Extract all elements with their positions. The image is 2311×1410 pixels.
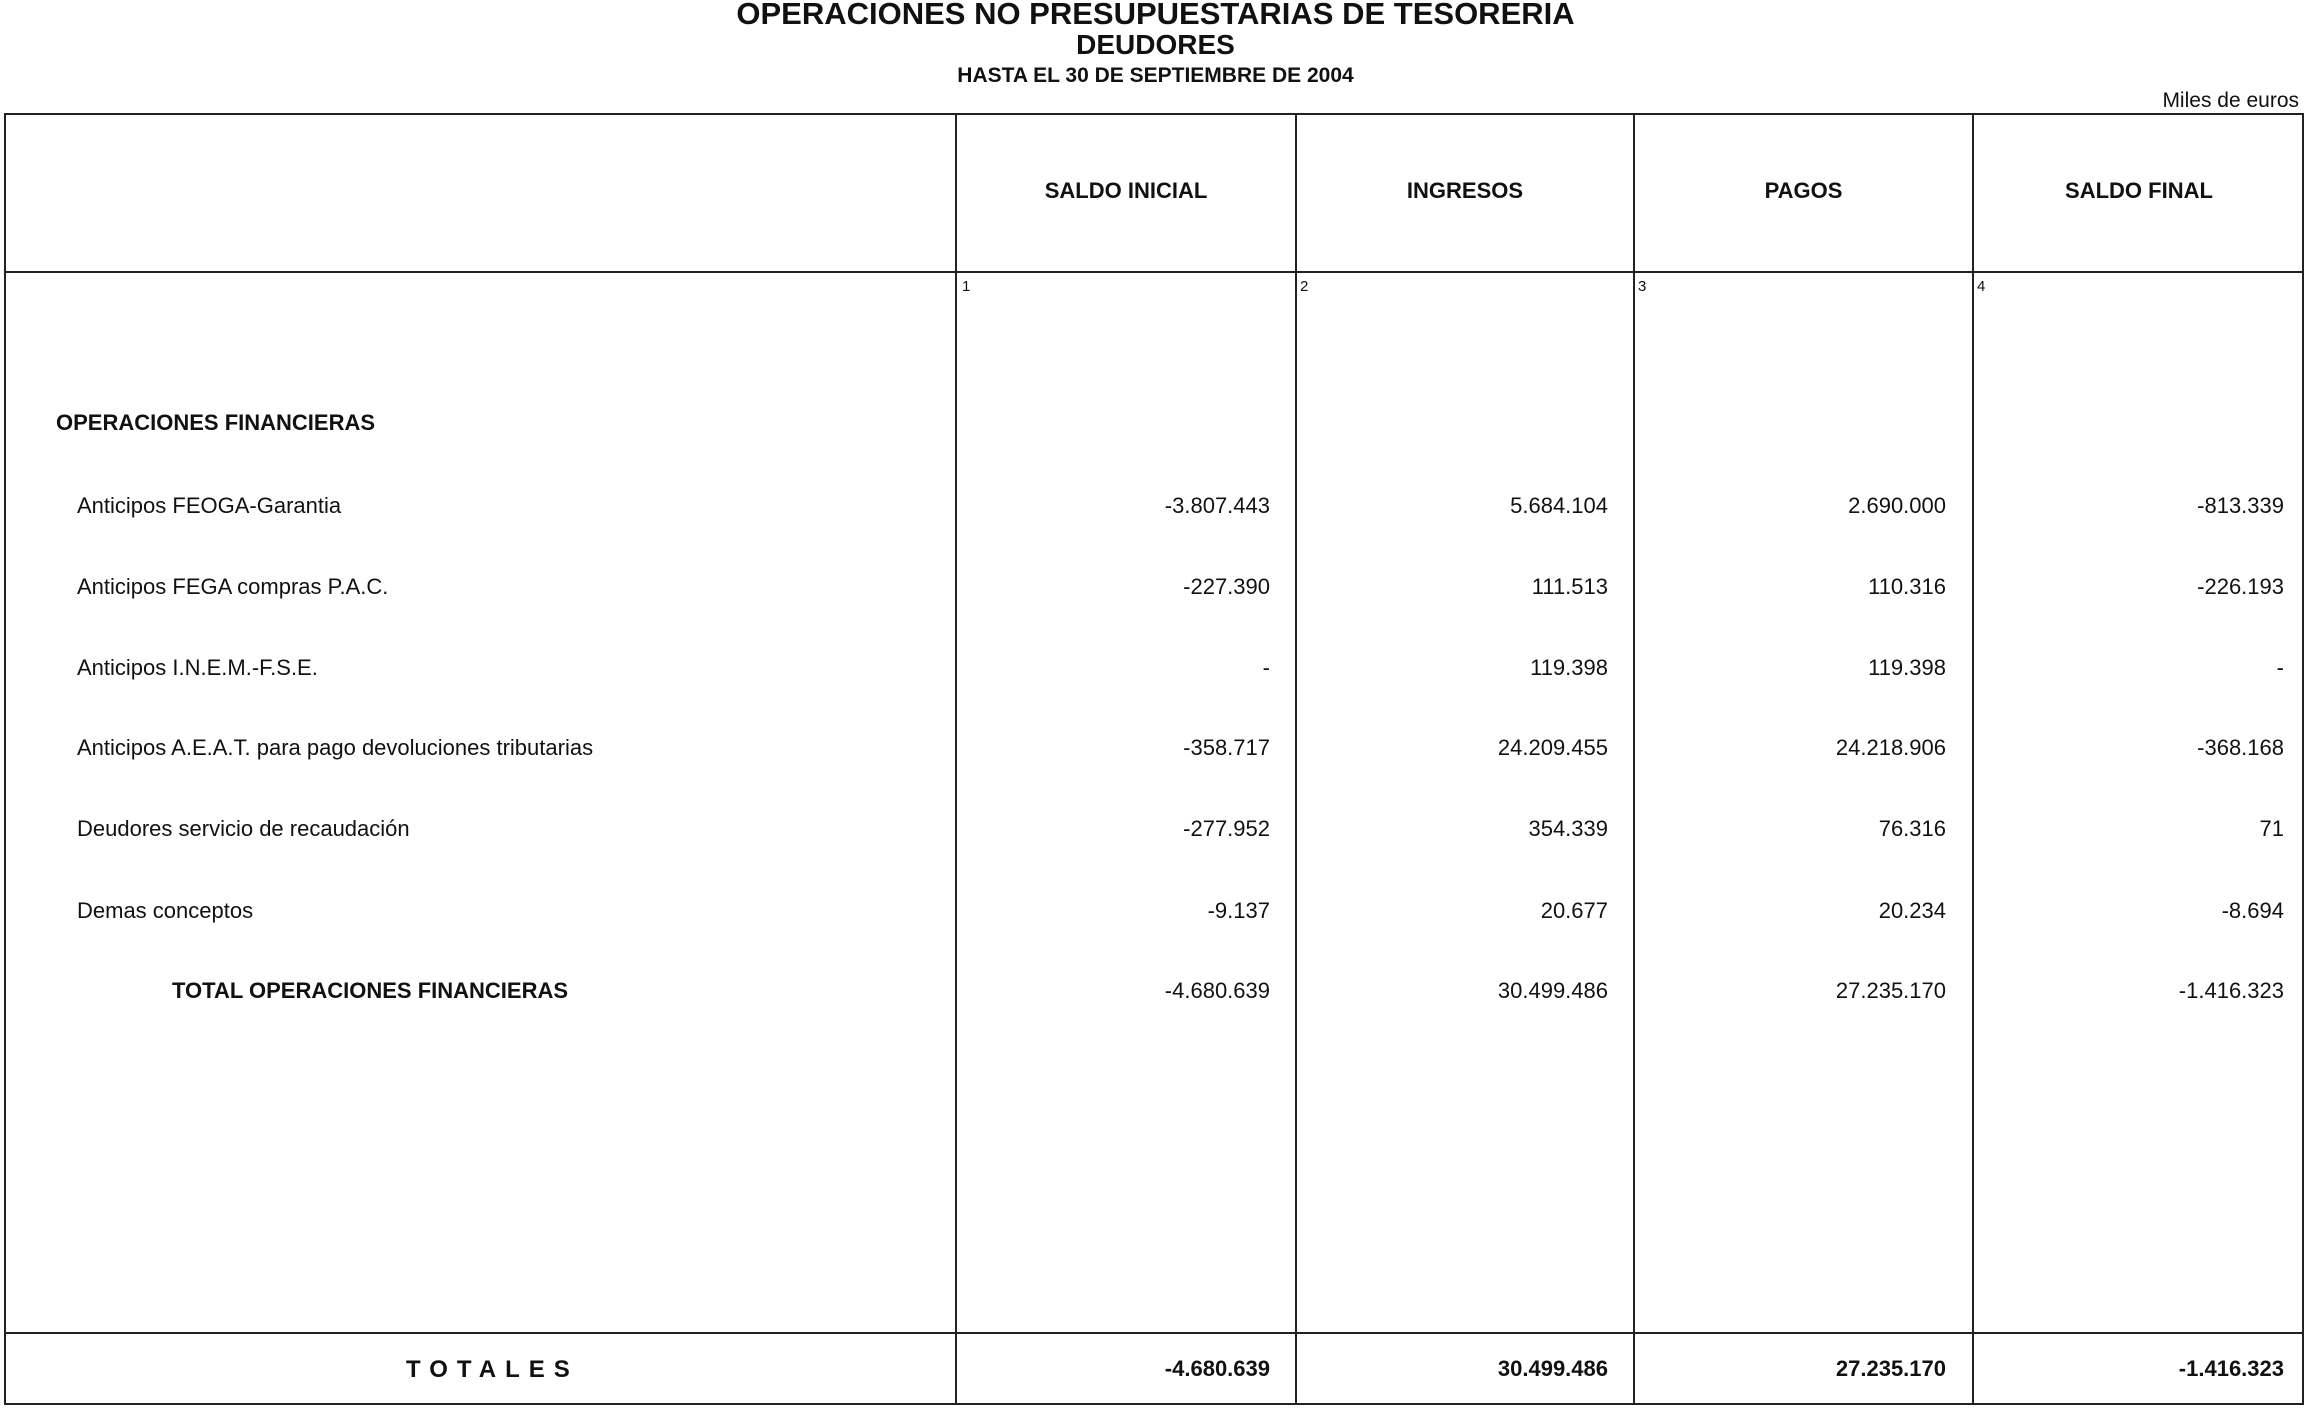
total-ingresos: 30.499.486 bbox=[1497, 1356, 1608, 1381]
report-title: OPERACIONES NO PRESUPUESTARIAS DE TESORERIA bbox=[736, 0, 1575, 31]
table-row bbox=[0, 898, 2311, 928]
cell-pagos: 24.218.906 bbox=[1835, 735, 1946, 760]
report-subtitle: DEUDORES bbox=[1076, 29, 1235, 60]
row-label: Anticipos A.E.A.T. para pago devoluciones tributarias bbox=[77, 735, 594, 760]
cell-saldo-inicial: -358.717 bbox=[1183, 735, 1270, 760]
cell-ingresos: 30.499.486 bbox=[1497, 978, 1608, 1003]
totals-divider bbox=[4, 1332, 2304, 1334]
cell-saldo-final: 71 bbox=[2259, 816, 2284, 841]
column-number: 4 bbox=[1977, 278, 1986, 295]
header-divider bbox=[4, 271, 2304, 273]
cell-pagos: 119.398 bbox=[1868, 655, 1946, 680]
cell-saldo-final: -226.193 bbox=[2197, 574, 2284, 599]
column-header-saldo-final: SALDO FINAL bbox=[2065, 178, 2213, 203]
table-row bbox=[0, 816, 2311, 846]
cell-saldo-inicial: -3.807.443 bbox=[1164, 493, 1270, 518]
row-label: Deudores servicio de recaudación bbox=[77, 816, 410, 841]
cell-pagos: 2.690.000 bbox=[1848, 493, 1946, 518]
cell-ingresos: 354.339 bbox=[1528, 816, 1608, 841]
row-label: Demas conceptos bbox=[77, 898, 254, 923]
table-row bbox=[0, 655, 2311, 685]
cell-saldo-inicial: -4.680.639 bbox=[1164, 978, 1270, 1003]
section-heading: OPERACIONES FINANCIERAS bbox=[56, 410, 376, 435]
column-header-pagos: PAGOS bbox=[1764, 178, 1843, 203]
column-number: 1 bbox=[962, 278, 971, 295]
cell-saldo-final: -8.694 bbox=[2221, 898, 2284, 923]
table-row bbox=[0, 574, 2311, 604]
column-number: 2 bbox=[1300, 278, 1309, 295]
totals-label: TOTALES bbox=[406, 1356, 579, 1383]
total-saldo-final: -1.416.323 bbox=[2178, 1356, 2284, 1381]
cell-saldo-final: -1.416.323 bbox=[2178, 978, 2284, 1003]
total-pagos: 27.235.170 bbox=[1835, 1356, 1946, 1381]
subtotal-label: TOTAL OPERACIONES FINANCIERAS bbox=[172, 978, 569, 1003]
row-label: Anticipos I.N.E.M.-F.S.E. bbox=[77, 655, 318, 680]
cell-ingresos: 5.684.104 bbox=[1510, 493, 1608, 518]
column-number: 3 bbox=[1638, 278, 1647, 295]
cell-saldo-inicial: -9.137 bbox=[1207, 898, 1270, 923]
total-saldo-inicial: -4.680.639 bbox=[1164, 1356, 1270, 1381]
row-label: Anticipos FEGA compras P.A.C. bbox=[77, 574, 389, 599]
row-label: Anticipos FEOGA-Garantia bbox=[77, 493, 342, 518]
units-label: Miles de euros bbox=[2162, 89, 2299, 112]
cell-saldo-final: -368.168 bbox=[2197, 735, 2284, 760]
subtotal-row bbox=[0, 978, 2311, 1008]
column-header-ingresos: INGRESOS bbox=[1406, 178, 1524, 203]
cell-pagos: 110.316 bbox=[1868, 574, 1946, 599]
cell-saldo-inicial: -277.952 bbox=[1183, 816, 1270, 841]
cell-pagos: 20.234 bbox=[1878, 898, 1946, 923]
cell-pagos: 76.316 bbox=[1878, 816, 1946, 841]
cell-saldo-final: - bbox=[2276, 655, 2284, 680]
column-header-saldo-inicial: SALDO INICIAL bbox=[1044, 178, 1208, 203]
cell-saldo-inicial: -227.390 bbox=[1183, 574, 1270, 599]
cell-ingresos: 24.209.455 bbox=[1497, 735, 1608, 760]
table-row bbox=[0, 735, 2311, 765]
cell-ingresos: 20.677 bbox=[1540, 898, 1608, 923]
report-period: HASTA EL 30 DE SEPTIEMBRE DE 2004 bbox=[957, 64, 1354, 87]
cell-saldo-inicial: - bbox=[1262, 655, 1270, 680]
cell-pagos: 27.235.170 bbox=[1835, 978, 1946, 1003]
cell-ingresos: 119.398 bbox=[1530, 655, 1608, 680]
cell-saldo-final: -813.339 bbox=[2197, 493, 2284, 518]
cell-ingresos: 111.513 bbox=[1531, 574, 1608, 599]
table-row bbox=[0, 493, 2311, 523]
